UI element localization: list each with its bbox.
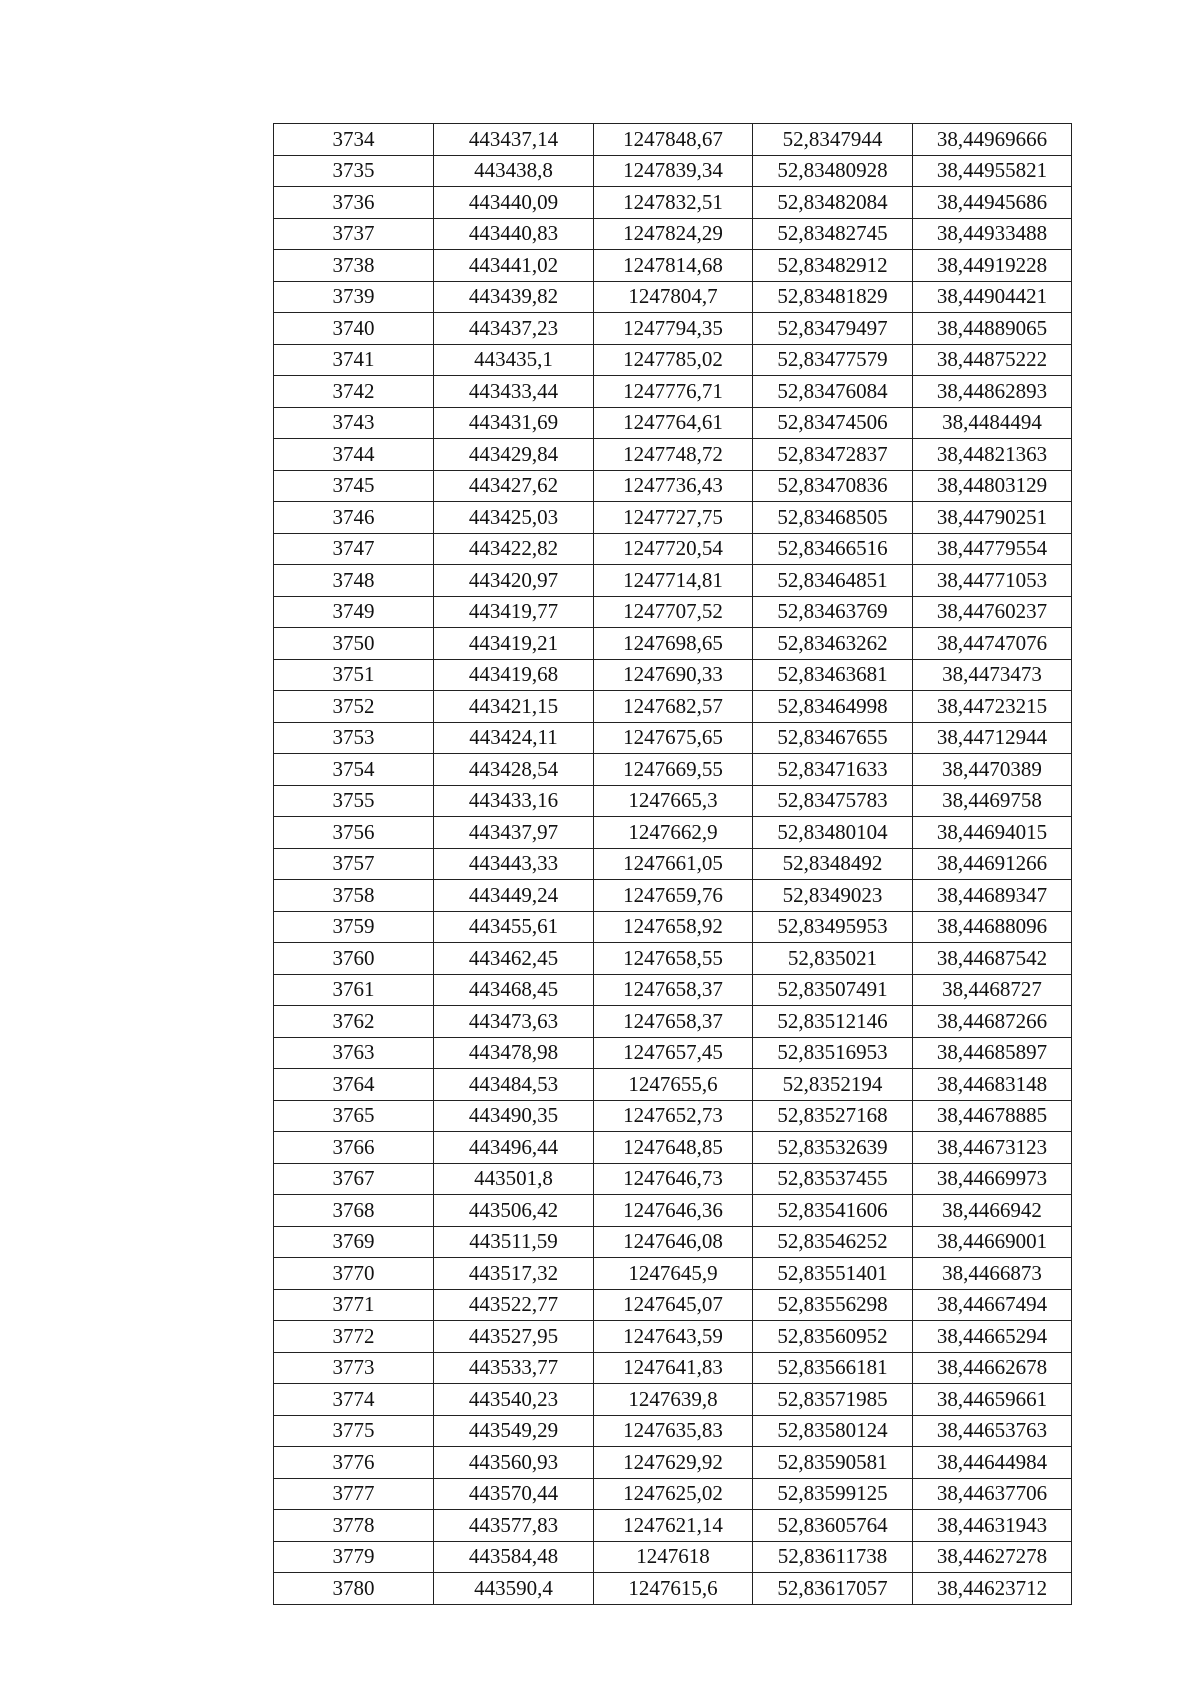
y-coordinate-cell: 1247669,55 xyxy=(594,754,753,786)
x-coordinate-cell: 443455,61 xyxy=(434,911,594,943)
longitude-cell: 38,4484494 xyxy=(913,407,1072,439)
x-coordinate-cell: 443449,24 xyxy=(434,880,594,912)
longitude-cell: 38,44691266 xyxy=(913,848,1072,880)
latitude-cell: 52,83495953 xyxy=(753,911,913,943)
point-number-cell: 3746 xyxy=(274,502,434,534)
longitude-cell: 38,44683148 xyxy=(913,1069,1072,1101)
y-coordinate-cell: 1247748,72 xyxy=(594,439,753,471)
longitude-cell: 38,44803129 xyxy=(913,470,1072,502)
x-coordinate-cell: 443570,44 xyxy=(434,1478,594,1510)
table-row xyxy=(274,722,1072,754)
y-coordinate-cell: 1247645,07 xyxy=(594,1289,753,1321)
table-row xyxy=(274,1226,1072,1258)
coordinates-table xyxy=(273,123,1072,1605)
y-coordinate-cell: 1247615,6 xyxy=(594,1573,753,1605)
longitude-cell: 38,44821363 xyxy=(913,439,1072,471)
y-coordinate-cell: 1247848,67 xyxy=(594,124,753,156)
latitude-cell: 52,83580124 xyxy=(753,1415,913,1447)
y-coordinate-cell: 1247804,7 xyxy=(594,281,753,313)
table-row xyxy=(274,344,1072,376)
x-coordinate-cell: 443577,83 xyxy=(434,1510,594,1542)
longitude-cell: 38,44760237 xyxy=(913,596,1072,628)
point-number-cell: 3759 xyxy=(274,911,434,943)
latitude-cell: 52,8347944 xyxy=(753,124,913,156)
latitude-cell: 52,8349023 xyxy=(753,880,913,912)
y-coordinate-cell: 1247682,57 xyxy=(594,691,753,723)
table-row xyxy=(274,596,1072,628)
latitude-cell: 52,83605764 xyxy=(753,1510,913,1542)
y-coordinate-cell: 1247639,8 xyxy=(594,1384,753,1416)
point-number-cell: 3734 xyxy=(274,124,434,156)
latitude-cell: 52,83481829 xyxy=(753,281,913,313)
y-coordinate-cell: 1247665,3 xyxy=(594,785,753,817)
x-coordinate-cell: 443439,82 xyxy=(434,281,594,313)
x-coordinate-cell: 443501,8 xyxy=(434,1163,594,1195)
y-coordinate-cell: 1247727,75 xyxy=(594,502,753,534)
y-coordinate-cell: 1247764,61 xyxy=(594,407,753,439)
table-row xyxy=(274,1195,1072,1227)
y-coordinate-cell: 1247629,92 xyxy=(594,1447,753,1479)
point-number-cell: 3767 xyxy=(274,1163,434,1195)
longitude-cell: 38,4466873 xyxy=(913,1258,1072,1290)
longitude-cell: 38,44687542 xyxy=(913,943,1072,975)
longitude-cell: 38,44627278 xyxy=(913,1541,1072,1573)
y-coordinate-cell: 1247736,43 xyxy=(594,470,753,502)
x-coordinate-cell: 443533,77 xyxy=(434,1352,594,1384)
x-coordinate-cell: 443478,98 xyxy=(434,1037,594,1069)
y-coordinate-cell: 1247720,54 xyxy=(594,533,753,565)
longitude-cell: 38,4466942 xyxy=(913,1195,1072,1227)
x-coordinate-cell: 443527,95 xyxy=(434,1321,594,1353)
x-coordinate-cell: 443438,8 xyxy=(434,155,594,187)
x-coordinate-cell: 443560,93 xyxy=(434,1447,594,1479)
y-coordinate-cell: 1247832,51 xyxy=(594,187,753,219)
longitude-cell: 38,44687266 xyxy=(913,1006,1072,1038)
longitude-cell: 38,44665294 xyxy=(913,1321,1072,1353)
y-coordinate-cell: 1247675,65 xyxy=(594,722,753,754)
longitude-cell: 38,4469758 xyxy=(913,785,1072,817)
point-number-cell: 3777 xyxy=(274,1478,434,1510)
point-number-cell: 3757 xyxy=(274,848,434,880)
latitude-cell: 52,83482084 xyxy=(753,187,913,219)
longitude-cell: 38,44955821 xyxy=(913,155,1072,187)
x-coordinate-cell: 443428,54 xyxy=(434,754,594,786)
longitude-cell: 38,44688096 xyxy=(913,911,1072,943)
y-coordinate-cell: 1247690,33 xyxy=(594,659,753,691)
latitude-cell: 52,83480104 xyxy=(753,817,913,849)
latitude-cell: 52,83474506 xyxy=(753,407,913,439)
latitude-cell: 52,8348492 xyxy=(753,848,913,880)
table-row xyxy=(274,1289,1072,1321)
longitude-cell: 38,44945686 xyxy=(913,187,1072,219)
y-coordinate-cell: 1247661,05 xyxy=(594,848,753,880)
point-number-cell: 3753 xyxy=(274,722,434,754)
table-row xyxy=(274,1069,1072,1101)
table-row xyxy=(274,1163,1072,1195)
latitude-cell: 52,83617057 xyxy=(753,1573,913,1605)
y-coordinate-cell: 1247714,81 xyxy=(594,565,753,597)
longitude-cell: 38,44623712 xyxy=(913,1573,1072,1605)
table-row xyxy=(274,628,1072,660)
point-number-cell: 3780 xyxy=(274,1573,434,1605)
point-number-cell: 3740 xyxy=(274,313,434,345)
latitude-cell: 52,83507491 xyxy=(753,974,913,1006)
y-coordinate-cell: 1247658,37 xyxy=(594,974,753,1006)
point-number-cell: 3752 xyxy=(274,691,434,723)
latitude-cell: 52,83482912 xyxy=(753,250,913,282)
latitude-cell: 52,83470836 xyxy=(753,470,913,502)
x-coordinate-cell: 443427,62 xyxy=(434,470,594,502)
point-number-cell: 3761 xyxy=(274,974,434,1006)
x-coordinate-cell: 443473,63 xyxy=(434,1006,594,1038)
y-coordinate-cell: 1247646,73 xyxy=(594,1163,753,1195)
table-row xyxy=(274,250,1072,282)
point-number-cell: 3736 xyxy=(274,187,434,219)
latitude-cell: 52,83464851 xyxy=(753,565,913,597)
point-number-cell: 3743 xyxy=(274,407,434,439)
point-number-cell: 3760 xyxy=(274,943,434,975)
latitude-cell: 52,83466516 xyxy=(753,533,913,565)
y-coordinate-cell: 1247655,6 xyxy=(594,1069,753,1101)
point-number-cell: 3741 xyxy=(274,344,434,376)
point-number-cell: 3758 xyxy=(274,880,434,912)
latitude-cell: 52,83476084 xyxy=(753,376,913,408)
table-row xyxy=(274,785,1072,817)
table-row xyxy=(274,281,1072,313)
table-row xyxy=(274,439,1072,471)
y-coordinate-cell: 1247658,37 xyxy=(594,1006,753,1038)
latitude-cell: 52,83463262 xyxy=(753,628,913,660)
table-row xyxy=(274,1352,1072,1384)
y-coordinate-cell: 1247785,02 xyxy=(594,344,753,376)
longitude-cell: 38,44678885 xyxy=(913,1100,1072,1132)
point-number-cell: 3749 xyxy=(274,596,434,628)
longitude-cell: 38,44790251 xyxy=(913,502,1072,534)
y-coordinate-cell: 1247794,35 xyxy=(594,313,753,345)
latitude-cell: 52,83468505 xyxy=(753,502,913,534)
y-coordinate-cell: 1247625,02 xyxy=(594,1478,753,1510)
longitude-cell: 38,44875222 xyxy=(913,344,1072,376)
table-row xyxy=(274,124,1072,156)
latitude-cell: 52,83516953 xyxy=(753,1037,913,1069)
longitude-cell: 38,44933488 xyxy=(913,218,1072,250)
point-number-cell: 3748 xyxy=(274,565,434,597)
y-coordinate-cell: 1247648,85 xyxy=(594,1132,753,1164)
latitude-cell: 52,83482745 xyxy=(753,218,913,250)
longitude-cell: 38,44685897 xyxy=(913,1037,1072,1069)
longitude-cell: 38,44779554 xyxy=(913,533,1072,565)
table-row xyxy=(274,470,1072,502)
y-coordinate-cell: 1247776,71 xyxy=(594,376,753,408)
y-coordinate-cell: 1247643,59 xyxy=(594,1321,753,1353)
x-coordinate-cell: 443419,77 xyxy=(434,596,594,628)
latitude-cell: 52,835021 xyxy=(753,943,913,975)
longitude-cell: 38,44631943 xyxy=(913,1510,1072,1542)
point-number-cell: 3751 xyxy=(274,659,434,691)
table-row xyxy=(274,313,1072,345)
table-row xyxy=(274,1384,1072,1416)
table-row xyxy=(274,218,1072,250)
x-coordinate-cell: 443440,09 xyxy=(434,187,594,219)
point-number-cell: 3750 xyxy=(274,628,434,660)
table-row xyxy=(274,848,1072,880)
x-coordinate-cell: 443484,53 xyxy=(434,1069,594,1101)
y-coordinate-cell: 1247659,76 xyxy=(594,880,753,912)
y-coordinate-cell: 1247839,34 xyxy=(594,155,753,187)
table-row xyxy=(274,155,1072,187)
latitude-cell: 52,83527168 xyxy=(753,1100,913,1132)
y-coordinate-cell: 1247641,83 xyxy=(594,1352,753,1384)
x-coordinate-cell: 443437,97 xyxy=(434,817,594,849)
x-coordinate-cell: 443584,48 xyxy=(434,1541,594,1573)
x-coordinate-cell: 443443,33 xyxy=(434,848,594,880)
point-number-cell: 3737 xyxy=(274,218,434,250)
table-row xyxy=(274,1037,1072,1069)
point-number-cell: 3779 xyxy=(274,1541,434,1573)
longitude-cell: 38,44673123 xyxy=(913,1132,1072,1164)
point-number-cell: 3768 xyxy=(274,1195,434,1227)
table-row xyxy=(274,1478,1072,1510)
y-coordinate-cell: 1247645,9 xyxy=(594,1258,753,1290)
table-row xyxy=(274,880,1072,912)
point-number-cell: 3756 xyxy=(274,817,434,849)
table-row xyxy=(274,187,1072,219)
x-coordinate-cell: 443429,84 xyxy=(434,439,594,471)
point-number-cell: 3773 xyxy=(274,1352,434,1384)
longitude-cell: 38,44919228 xyxy=(913,250,1072,282)
x-coordinate-cell: 443435,1 xyxy=(434,344,594,376)
longitude-cell: 38,44712944 xyxy=(913,722,1072,754)
longitude-cell: 38,4473473 xyxy=(913,659,1072,691)
longitude-cell: 38,44969666 xyxy=(913,124,1072,156)
x-coordinate-cell: 443441,02 xyxy=(434,250,594,282)
x-coordinate-cell: 443420,97 xyxy=(434,565,594,597)
longitude-cell: 38,44747076 xyxy=(913,628,1072,660)
latitude-cell: 52,83464998 xyxy=(753,691,913,723)
x-coordinate-cell: 443468,45 xyxy=(434,974,594,1006)
table-row xyxy=(274,502,1072,534)
point-number-cell: 3770 xyxy=(274,1258,434,1290)
table-row xyxy=(274,1510,1072,1542)
table-row xyxy=(274,1100,1072,1132)
point-number-cell: 3772 xyxy=(274,1321,434,1353)
latitude-cell: 52,83463681 xyxy=(753,659,913,691)
coordinates-table-body xyxy=(274,124,1072,1605)
longitude-cell: 38,44637706 xyxy=(913,1478,1072,1510)
x-coordinate-cell: 443431,69 xyxy=(434,407,594,439)
table-row xyxy=(274,376,1072,408)
latitude-cell: 52,83556298 xyxy=(753,1289,913,1321)
longitude-cell: 38,44694015 xyxy=(913,817,1072,849)
table-row xyxy=(274,943,1072,975)
table-row xyxy=(274,1541,1072,1573)
y-coordinate-cell: 1247646,08 xyxy=(594,1226,753,1258)
point-number-cell: 3776 xyxy=(274,1447,434,1479)
table-row xyxy=(274,659,1072,691)
latitude-cell: 52,83475783 xyxy=(753,785,913,817)
table-row xyxy=(274,1006,1072,1038)
x-coordinate-cell: 443419,21 xyxy=(434,628,594,660)
y-coordinate-cell: 1247646,36 xyxy=(594,1195,753,1227)
table-row xyxy=(274,533,1072,565)
table-row xyxy=(274,1415,1072,1447)
latitude-cell: 52,83551401 xyxy=(753,1258,913,1290)
longitude-cell: 38,44667494 xyxy=(913,1289,1072,1321)
longitude-cell: 38,44662678 xyxy=(913,1352,1072,1384)
latitude-cell: 52,83463769 xyxy=(753,596,913,628)
longitude-cell: 38,44904421 xyxy=(913,281,1072,313)
latitude-cell: 52,83599125 xyxy=(753,1478,913,1510)
x-coordinate-cell: 443549,29 xyxy=(434,1415,594,1447)
latitude-cell: 52,83480928 xyxy=(753,155,913,187)
x-coordinate-cell: 443511,59 xyxy=(434,1226,594,1258)
x-coordinate-cell: 443590,4 xyxy=(434,1573,594,1605)
latitude-cell: 52,83477579 xyxy=(753,344,913,376)
x-coordinate-cell: 443433,16 xyxy=(434,785,594,817)
longitude-cell: 38,4470389 xyxy=(913,754,1072,786)
table-row xyxy=(274,974,1072,1006)
latitude-cell: 52,83541606 xyxy=(753,1195,913,1227)
table-row xyxy=(274,407,1072,439)
x-coordinate-cell: 443421,15 xyxy=(434,691,594,723)
point-number-cell: 3774 xyxy=(274,1384,434,1416)
x-coordinate-cell: 443433,44 xyxy=(434,376,594,408)
latitude-cell: 52,83590581 xyxy=(753,1447,913,1479)
point-number-cell: 3755 xyxy=(274,785,434,817)
x-coordinate-cell: 443517,32 xyxy=(434,1258,594,1290)
point-number-cell: 3769 xyxy=(274,1226,434,1258)
point-number-cell: 3778 xyxy=(274,1510,434,1542)
longitude-cell: 38,44653763 xyxy=(913,1415,1072,1447)
latitude-cell: 52,83560952 xyxy=(753,1321,913,1353)
y-coordinate-cell: 1247652,73 xyxy=(594,1100,753,1132)
point-number-cell: 3766 xyxy=(274,1132,434,1164)
point-number-cell: 3765 xyxy=(274,1100,434,1132)
point-number-cell: 3735 xyxy=(274,155,434,187)
latitude-cell: 52,83611738 xyxy=(753,1541,913,1573)
point-number-cell: 3763 xyxy=(274,1037,434,1069)
y-coordinate-cell: 1247824,29 xyxy=(594,218,753,250)
x-coordinate-cell: 443424,11 xyxy=(434,722,594,754)
table-row xyxy=(274,1447,1072,1479)
point-number-cell: 3771 xyxy=(274,1289,434,1321)
table-row xyxy=(274,565,1072,597)
y-coordinate-cell: 1247662,9 xyxy=(594,817,753,849)
x-coordinate-cell: 443540,23 xyxy=(434,1384,594,1416)
table-row xyxy=(274,1132,1072,1164)
latitude-cell: 52,83467655 xyxy=(753,722,913,754)
point-number-cell: 3738 xyxy=(274,250,434,282)
longitude-cell: 38,44889065 xyxy=(913,313,1072,345)
x-coordinate-cell: 443422,82 xyxy=(434,533,594,565)
table-row xyxy=(274,1258,1072,1290)
y-coordinate-cell: 1247658,92 xyxy=(594,911,753,943)
longitude-cell: 38,44862893 xyxy=(913,376,1072,408)
table-row xyxy=(274,817,1072,849)
latitude-cell: 52,83471633 xyxy=(753,754,913,786)
latitude-cell: 52,83512146 xyxy=(753,1006,913,1038)
x-coordinate-cell: 443437,14 xyxy=(434,124,594,156)
point-number-cell: 3775 xyxy=(274,1415,434,1447)
x-coordinate-cell: 443490,35 xyxy=(434,1100,594,1132)
table-row xyxy=(274,691,1072,723)
point-number-cell: 3742 xyxy=(274,376,434,408)
point-number-cell: 3747 xyxy=(274,533,434,565)
y-coordinate-cell: 1247707,52 xyxy=(594,596,753,628)
longitude-cell: 38,44689347 xyxy=(913,880,1072,912)
y-coordinate-cell: 1247621,14 xyxy=(594,1510,753,1542)
y-coordinate-cell: 1247658,55 xyxy=(594,943,753,975)
table-row xyxy=(274,754,1072,786)
point-number-cell: 3762 xyxy=(274,1006,434,1038)
latitude-cell: 52,83479497 xyxy=(753,313,913,345)
x-coordinate-cell: 443506,42 xyxy=(434,1195,594,1227)
x-coordinate-cell: 443425,03 xyxy=(434,502,594,534)
x-coordinate-cell: 443496,44 xyxy=(434,1132,594,1164)
x-coordinate-cell: 443437,23 xyxy=(434,313,594,345)
longitude-cell: 38,44723215 xyxy=(913,691,1072,723)
latitude-cell: 52,8352194 xyxy=(753,1069,913,1101)
latitude-cell: 52,83566181 xyxy=(753,1352,913,1384)
latitude-cell: 52,83472837 xyxy=(753,439,913,471)
x-coordinate-cell: 443440,83 xyxy=(434,218,594,250)
point-number-cell: 3754 xyxy=(274,754,434,786)
latitude-cell: 52,83532639 xyxy=(753,1132,913,1164)
longitude-cell: 38,4468727 xyxy=(913,974,1072,1006)
y-coordinate-cell: 1247635,83 xyxy=(594,1415,753,1447)
y-coordinate-cell: 1247618 xyxy=(594,1541,753,1573)
table-row xyxy=(274,1321,1072,1353)
longitude-cell: 38,44771053 xyxy=(913,565,1072,597)
point-number-cell: 3739 xyxy=(274,281,434,313)
x-coordinate-cell: 443522,77 xyxy=(434,1289,594,1321)
table-row xyxy=(274,1573,1072,1605)
longitude-cell: 38,44669973 xyxy=(913,1163,1072,1195)
table-row xyxy=(274,911,1072,943)
y-coordinate-cell: 1247657,45 xyxy=(594,1037,753,1069)
longitude-cell: 38,44659661 xyxy=(913,1384,1072,1416)
longitude-cell: 38,44644984 xyxy=(913,1447,1072,1479)
point-number-cell: 3764 xyxy=(274,1069,434,1101)
latitude-cell: 52,83571985 xyxy=(753,1384,913,1416)
x-coordinate-cell: 443462,45 xyxy=(434,943,594,975)
y-coordinate-cell: 1247814,68 xyxy=(594,250,753,282)
longitude-cell: 38,44669001 xyxy=(913,1226,1072,1258)
point-number-cell: 3745 xyxy=(274,470,434,502)
y-coordinate-cell: 1247698,65 xyxy=(594,628,753,660)
latitude-cell: 52,83537455 xyxy=(753,1163,913,1195)
latitude-cell: 52,83546252 xyxy=(753,1226,913,1258)
x-coordinate-cell: 443419,68 xyxy=(434,659,594,691)
point-number-cell: 3744 xyxy=(274,439,434,471)
